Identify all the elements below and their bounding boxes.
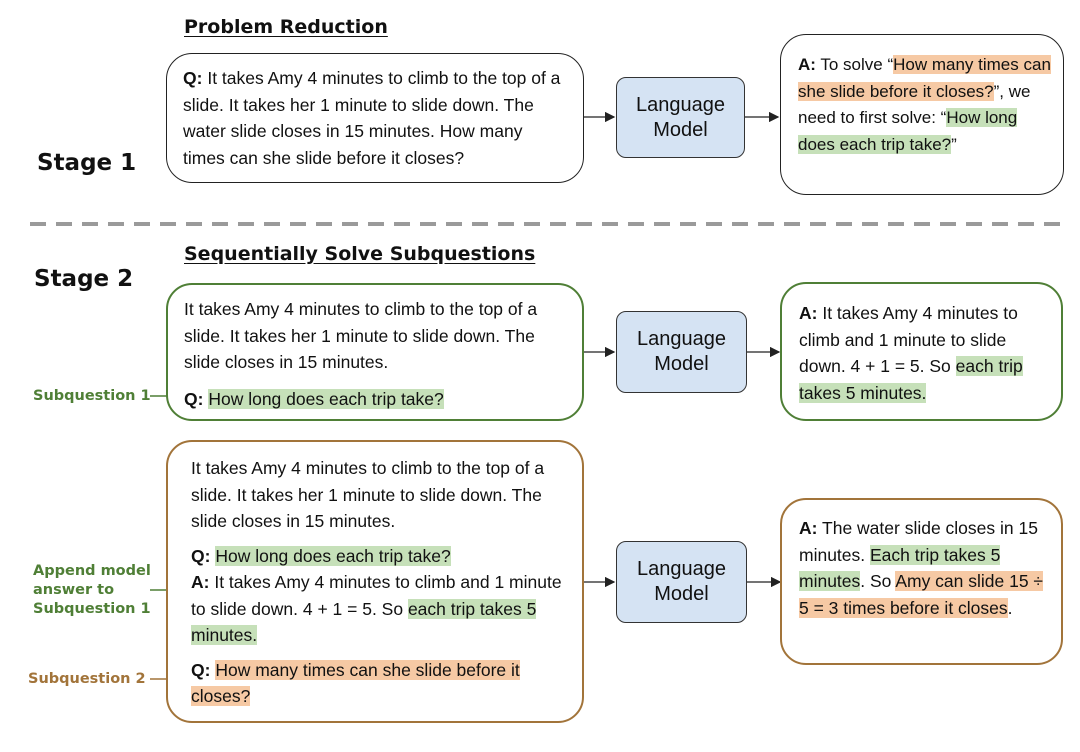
sub2-a1 — [191, 569, 564, 649]
sub2-model-label: Language Model — [637, 558, 726, 605]
append-answer-label: Append model answer to Subquestion 1 — [33, 563, 151, 617]
stage1-question — [183, 65, 569, 171]
sub1-answer-highlight: each trip takes 5 minutes. — [799, 356, 1023, 403]
sub2-answer-t2: . So — [860, 571, 896, 591]
stage1-answer-t2: ”, we need to first solve: “ — [798, 81, 1031, 127]
sub2-q1 — [191, 543, 564, 570]
sub2-q1-prefix: Q: — [191, 545, 211, 566]
stage1-answer-prefix: A: — [798, 55, 816, 74]
sub1-answer — [799, 300, 1049, 406]
stage1-language-model — [616, 77, 745, 158]
sub1-question-text: How long does each trip take? — [208, 388, 444, 409]
sub1-context: It takes Amy 4 minutes to climb to the top of a slide. It takes her 1 minute to slide down. The slide closes in 15 minutes. — [184, 299, 538, 372]
stage1-question-text: It takes Amy 4 minutes to climb to the top of a slide. It takes her 1 minute to slide down. The water slide closes in 15 minutes. How many times can she slide before it closes? — [183, 68, 561, 168]
sub2-context: It takes Amy 4 minutes to climb to the top of a slide. It takes her 1 minute to slide down. The slide closes in 15 minutes. — [191, 458, 545, 531]
stage2-section-title: Sequentially Solve Subquestions — [184, 243, 536, 265]
sub2-q2-prefix: Q: — [191, 659, 211, 680]
stage1-answer-highlight-original-question: How many times can she slide before it closes? — [798, 55, 1051, 101]
sub2-answer-t3: . — [1007, 597, 1013, 618]
stage1-answer — [798, 52, 1053, 158]
sub1-answer-box — [780, 282, 1063, 421]
stage1-question-prefix: Q: — [183, 68, 203, 88]
sub2-a1-text: It takes Amy 4 minutes to climb and 1 minute to slide down. 4 + 1 = 5. So — [191, 572, 562, 619]
stage2-label: Stage 2 — [34, 266, 134, 292]
sub2-answer-highlight-trip: Each trip takes 5 minutes — [799, 544, 1001, 591]
stage1-answer-t1: To solve “ — [820, 55, 894, 74]
sub2-q2-text: How many times can she slide before it closes? — [191, 659, 520, 706]
sub2-answer-highlight-final: Amy can slide 15 ÷ 5 = 3 times before it closes — [799, 571, 1044, 618]
sub1-answer-text: It takes Amy 4 minutes to climb and 1 minute to slide down. 4 + 1 = 5. So — [799, 303, 1018, 376]
stage1-answer-t3: ” — [951, 134, 957, 154]
sub1-language-model — [616, 311, 747, 393]
sub2-answer-t1: The water slide closes in 15 minutes. — [799, 518, 1038, 565]
stage1-answer-highlight-subquestion: How long does each trip take? — [798, 108, 1018, 154]
sub2-a1-prefix: A: — [191, 572, 210, 592]
sub1-question-prefix: Q: — [184, 388, 204, 409]
stage1-answer-box — [780, 34, 1064, 195]
sub2-answer-box — [780, 498, 1063, 665]
stage1-label: Stage 1 — [37, 150, 137, 176]
sub2-language-model — [616, 541, 747, 623]
stage1-question-box — [166, 53, 584, 183]
subquestion-2-label: Subquestion 2 — [28, 671, 146, 687]
sub2-answer-prefix: A: — [799, 518, 818, 538]
sub2-answer — [799, 515, 1051, 621]
subquestion-1-label: Subquestion 1 — [33, 388, 151, 404]
sub1-model-label: Language Model — [637, 328, 726, 375]
stage1-model-label: Language Model — [636, 93, 725, 141]
sub1-prompt-box — [166, 283, 584, 421]
sub1-question — [184, 386, 570, 413]
sub2-a1-highlight: each trip takes 5 minutes. — [191, 598, 537, 645]
stage1-section-title: Problem Reduction — [184, 16, 388, 38]
sub2-prompt-box — [166, 440, 584, 723]
sub2-q1-text: How long does each trip take? — [215, 545, 451, 566]
sub2-q2 — [191, 657, 564, 710]
sub1-answer-prefix: A: — [799, 303, 818, 323]
